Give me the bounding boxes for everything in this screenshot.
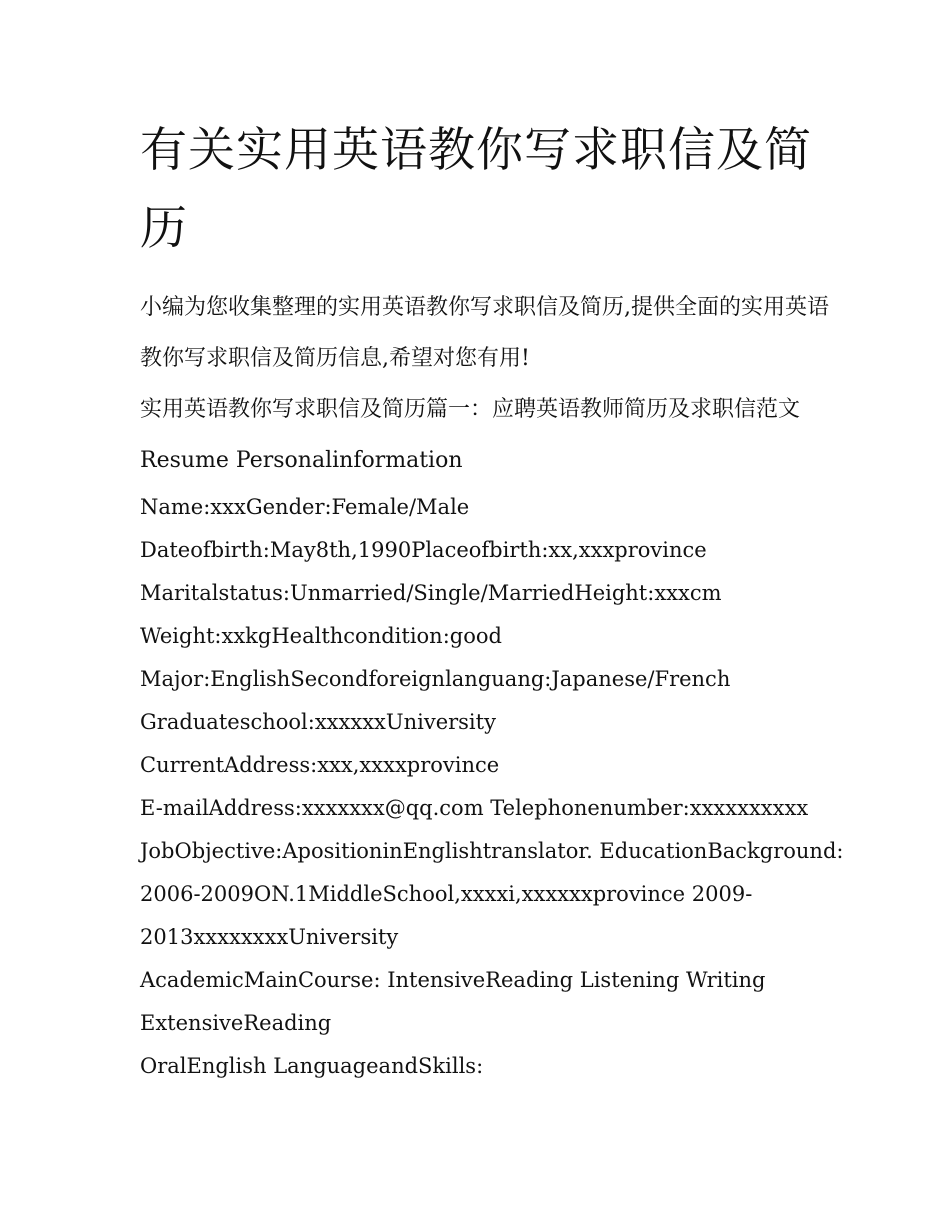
resume-line-name: Name:xxxGender:Female/Male xyxy=(140,495,470,519)
resume-line-skills: OralEnglish LanguageandSkills: xyxy=(140,1054,484,1078)
intro-paragraph: 小编为您收集整理的实用英语教你写求职信及简历,提供全面的实用英语教你写求职信及简历信息,希望对您有用! xyxy=(140,295,829,371)
document-page xyxy=(140,112,844,1088)
resume-line-marital: Maritalstatus:Unmarried/Single/MarriedHeight:xxxcm xyxy=(140,581,722,605)
resume-line-major: Major:EnglishSecondforeignlanguang:Japanese/French xyxy=(140,667,731,691)
resume-line-objective: JobObjective:ApositioninEnglishtranslator. EducationBackground: xyxy=(140,839,844,863)
resume-line-weight: Weight:xxkgHealthcondition:good xyxy=(140,624,502,648)
page-title: 有关实用英语教你写求职信及简历 xyxy=(140,123,812,256)
resume-line-courses-1: AcademicMainCourse: IntensiveReading Listening Writing xyxy=(140,968,766,992)
resume-line-contact: E-mailAddress:xxxxxxx@qq.com Telephonenumber:xxxxxxxxxx xyxy=(140,796,809,820)
resume-line-courses-2: ExtensiveReading xyxy=(140,1011,332,1035)
resume-line-school: Graduateschool:xxxxxxUniversity xyxy=(140,710,496,734)
resume-line-education-2: 2013xxxxxxxxUniversity xyxy=(140,925,399,949)
section-heading: 实用英语教你写求职信及简历篇一：应聘英语教师简历及求职信范文 Resume Personalinformation xyxy=(140,397,801,473)
resume-line-address: CurrentAddress:xxx,xxxxprovince xyxy=(140,753,500,777)
resume-line-birth: Dateofbirth:May8th,1990Placeofbirth:xx,xxxprovince xyxy=(140,538,707,562)
resume-line-education-1: 2006-2009ON.1MiddleSchool,xxxxi,xxxxxxprovince 2009- xyxy=(140,882,753,906)
